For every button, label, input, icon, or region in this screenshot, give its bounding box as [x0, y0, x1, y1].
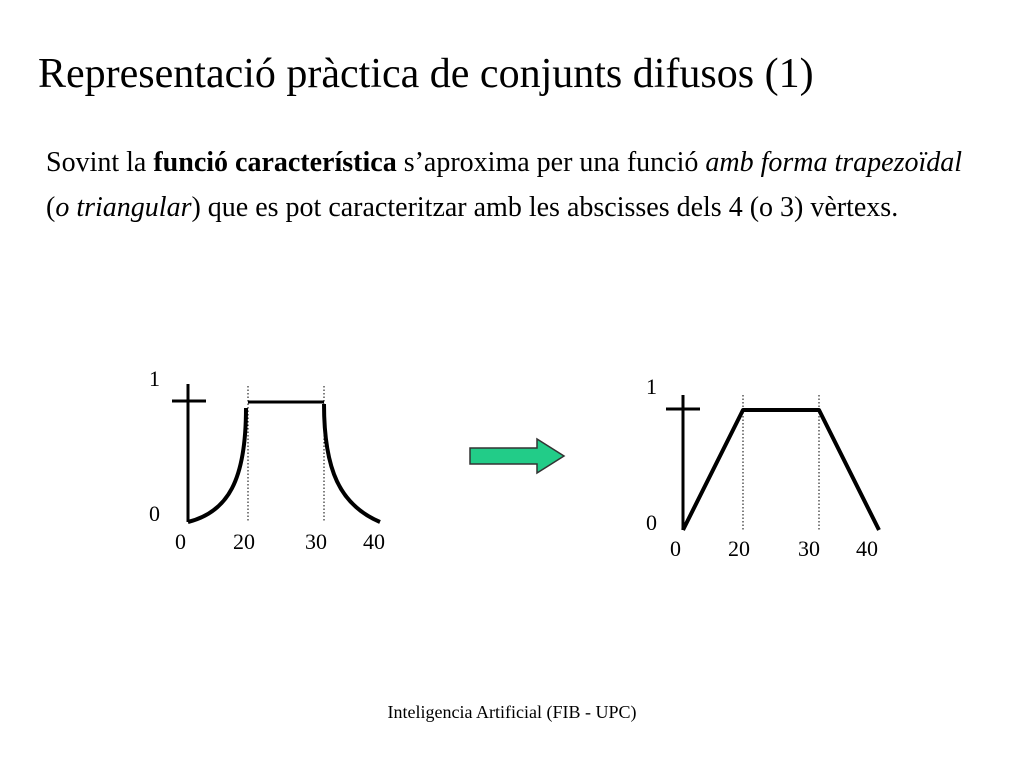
paragraph-italic-1: amb forma trapezoïdal: [705, 147, 963, 178]
right-x-label-40: 40: [856, 536, 878, 561]
left-y-label-0: 0: [149, 501, 160, 526]
left-x-label-20: 20: [233, 529, 255, 554]
paragraph-text-2: s’aproxima per una funció: [396, 147, 706, 178]
right-arrow-icon: [470, 439, 564, 473]
left-curve-rise: [188, 408, 246, 522]
right-y-label-1: 1: [646, 374, 657, 399]
right-y-label-0: 0: [646, 510, 657, 535]
paragraph-text-3: (: [46, 192, 56, 223]
right-x-label-0: 0: [670, 536, 681, 561]
slide-title: Representació pràctica de conjunts difusos (1): [38, 51, 814, 97]
left-y-label-1: 1: [149, 366, 160, 391]
paragraph-text-4: ) que es pot caracteritzar amb les abscisses dels 4 (o 3) vèrtexs.: [191, 192, 899, 223]
left-chart: [172, 384, 380, 522]
left-x-label-30: 30: [305, 529, 327, 554]
right-trapezoid: [683, 410, 879, 530]
right-x-label-30: 30: [798, 536, 820, 561]
left-x-label-40: 40: [363, 529, 385, 554]
left-curve-fall: [324, 404, 380, 522]
right-chart: [666, 395, 879, 530]
paragraph-bold-term: funció característica: [153, 147, 397, 178]
right-x-label-20: 20: [728, 536, 750, 561]
paragraph-text-1: Sovint la: [46, 147, 154, 178]
left-x-label-0: 0: [175, 529, 186, 554]
paragraph-italic-2: o triangular: [55, 192, 192, 223]
slide-footer: Inteligencia Artificial (FIB - UPC): [387, 702, 637, 722]
